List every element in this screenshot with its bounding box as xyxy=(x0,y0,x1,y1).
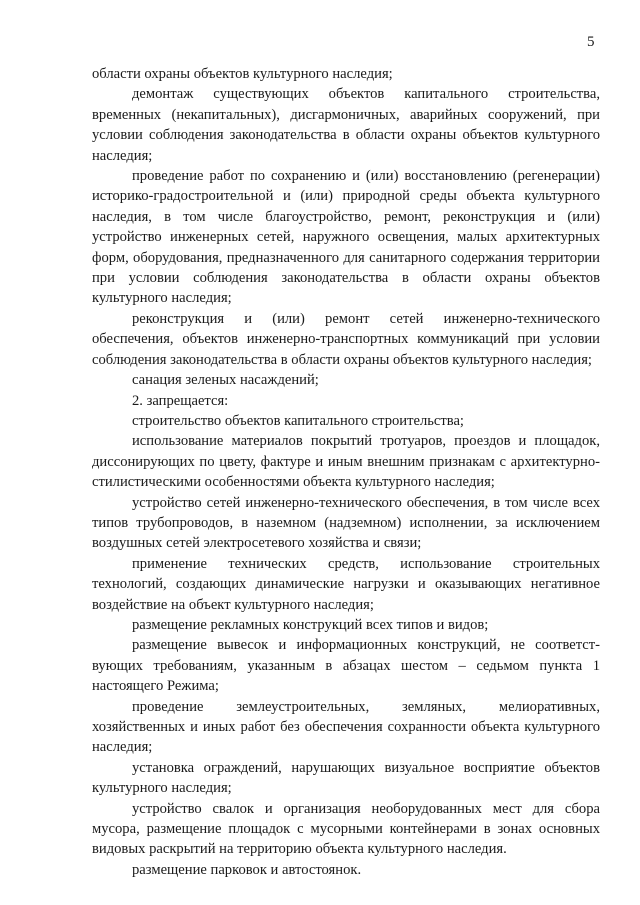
paragraph-fences: установка ограждений, нарушающих визуальное восприятие объектов культурного наследия; xyxy=(92,759,600,797)
paragraph-dumps: устройство свалок и организация необорудованных мест для сбора мусора, размещение площадок с мусорными контейнерами в зонах основных видовых раскрытий на территорию объекта культурного наследия. xyxy=(92,800,600,858)
document-body xyxy=(92,64,600,880)
paragraph-capital-construction: строительство объектов капитального строительства; xyxy=(132,412,464,429)
page-number: 5 xyxy=(587,34,595,50)
paragraph-earthworks: проведение землеустроительных, земляных, мелиоративных, хозяйственных и иных работ без обеспечения сохранности объекта культурного наследия; xyxy=(92,698,600,756)
paragraph-prohibited-heading: 2. запрещается: xyxy=(132,392,229,409)
paragraph-engineering-networks: устройство сетей инженерно-технического обеспечения, в том числе всех типов трубопроводов, в наземном (надземном) исполнении, за исключением воздушных сетей электросетевого хозяйства и связи; xyxy=(92,494,600,552)
paragraph-technical-means: применение технических средств, использование строительных технологий, создающих динамические нагрузки и оказывающих негативное воздействие на объект культурного наследия; xyxy=(92,555,600,613)
paragraph-green-sanitation: санация зеленых насаждений; xyxy=(132,372,319,389)
paragraph-signboards: размещение вывесок и информационных конструкций, не соответст-вующих требованиям, указанным в абзацах шестом – седьмом пункта 1 настоящего Режима; xyxy=(92,637,600,695)
paragraph-continuation: области охраны объектов культурного наследия; xyxy=(92,66,393,82)
paragraph-materials: использование материалов покрытий тротуаров, проездов и площадок, диссонирующих по цвету, фактуре и иным внешним признакам с архитектурно-стилистическими особенностями объекта культурного наследия; xyxy=(92,433,600,491)
paragraph-advertising: размещение рекламных конструкций всех типов и видов; xyxy=(132,616,489,633)
paragraph-dismantling: демонтаж существующих объектов капитального строительства, временных (некапитальных), дисгармоничных, аварийных сооружений, при условии соблюдения законодательства в области охраны объектов культурного наследия; xyxy=(92,86,600,164)
paragraph-preservation-works: проведение работ по сохранению и (или) восстановлению (регенерации) историко-градостроительной и (или) природной среды объекта культурного наследия, в том числе благоустройство, ремонт, реконструкция и (или) устройство инженерных сетей, наружного освещения, малых архитектурных форм, оборудования, предназначенного для санитарного содержания территории при условии соблюдения законодательства в области охраны объектов культурного наследия; xyxy=(92,168,600,307)
paragraph-parking: размещение парковок и автостоянок. xyxy=(132,861,362,878)
paragraph-network-reconstruction: реконструкция и (или) ремонт сетей инженерно-технического обеспечения, объектов инженерно-транспортных коммуникаций при условии соблюдения законодательства в области охраны объектов культурного наследия; xyxy=(92,310,600,368)
